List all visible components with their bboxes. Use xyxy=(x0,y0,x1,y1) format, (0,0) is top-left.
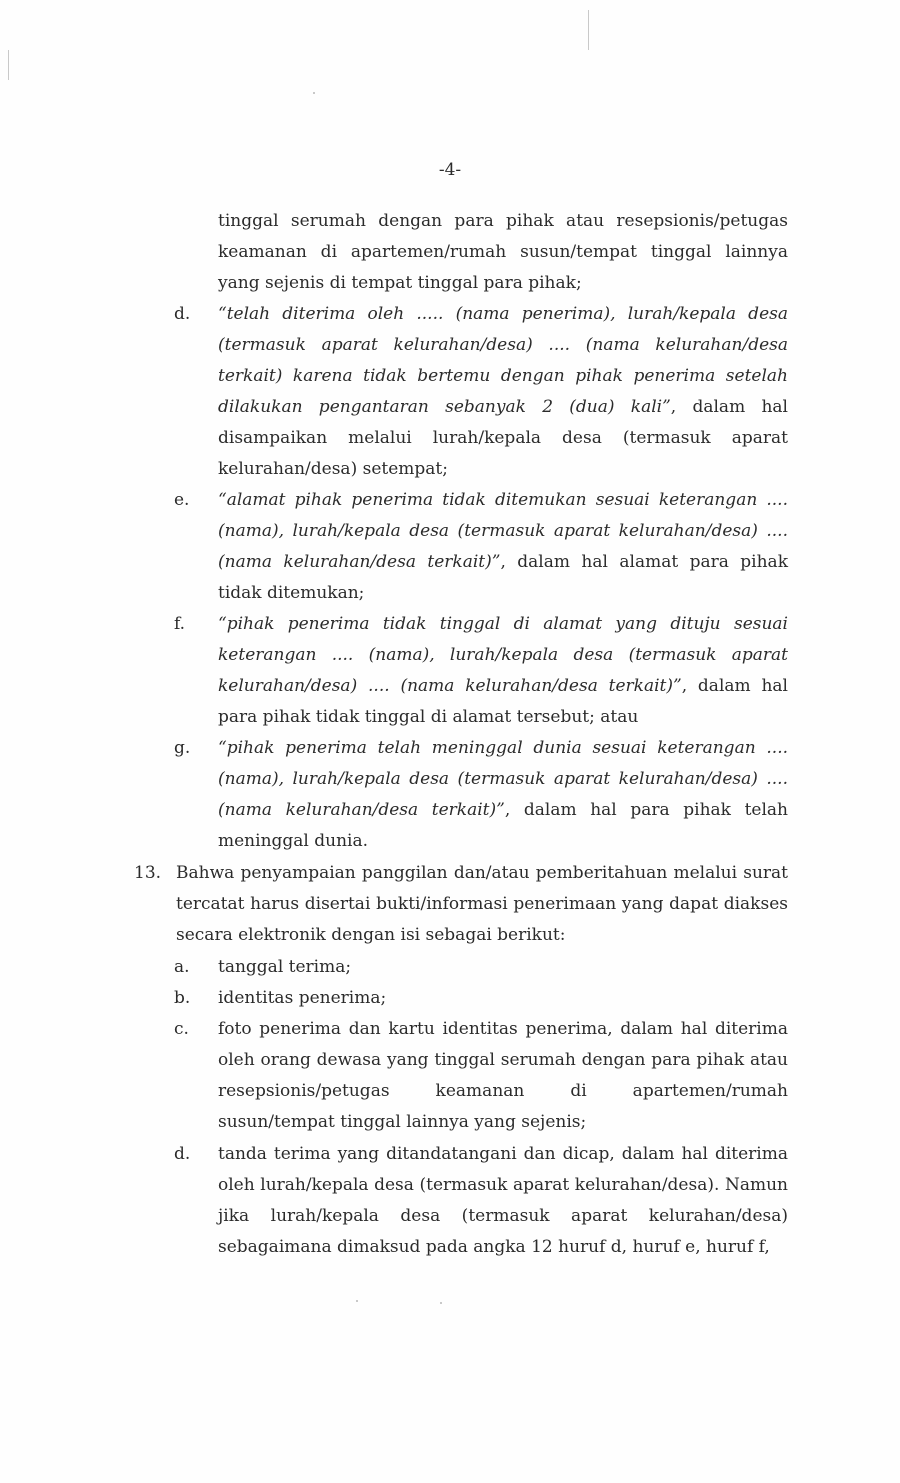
point-13-text: Bahwa penyampaian panggilan dan/atau pemberitahuan melalui surat tercatat harus disertai bukti/informasi penerimaan yang dapat diakses secara elektronik dengan isi sebagai berikut: xyxy=(176,863,788,945)
item-marker-d: d. xyxy=(174,304,191,324)
top-continuation-paragraph: tinggal serumah dengan para pihak atau resepsionis/petugas keamanan di apartemen/rumah susun/tempat tinggal lainnya yang sejenis di tempat tinggal para pihak; xyxy=(218,211,788,293)
subitem-b-text: identitas penerima; xyxy=(218,988,387,1008)
item-marker-f: f. xyxy=(174,614,186,634)
item-d-rest: , dalam hal disampaikan melalui lurah/kepala desa (termasuk aparat kelurahan/desa) setempat; xyxy=(218,397,788,479)
subitem-marker-d: d. xyxy=(174,1144,191,1164)
page-number: -4- xyxy=(438,160,462,180)
item-f-rest: , dalam hal para pihak tidak tinggal di alamat tersebut; atau xyxy=(218,676,788,727)
item-g-rest: , dalam hal para pihak telah meninggal dunia. xyxy=(218,800,788,851)
item-marker-g: g. xyxy=(174,738,191,758)
scan-artifact xyxy=(588,10,589,50)
item-f-text xyxy=(218,609,788,733)
subitem-marker-a: a. xyxy=(174,957,190,977)
scan-artifact xyxy=(313,92,315,94)
subitem-d-text: tanda terima yang ditandatangani dan dicap, dalam hal diterima oleh lurah/kepala desa (termasuk aparat kelurahan/desa). Namun jika lurah/kepala desa (termasuk aparat kelurahan/desa) sebagaimana dimaksud pada angka 12 huruf d, huruf e, huruf f, xyxy=(218,1144,788,1257)
item-f-quote: “pihak penerima tidak tinggal di alamat yang dituju sesuai keterangan .... (nama), lurah/kepala desa (termasuk aparat kelurahan/desa) .... (nama kelurahan/desa terkait)” xyxy=(218,614,788,696)
item-e-text xyxy=(218,485,788,609)
scan-artifact xyxy=(356,1300,358,1302)
subitem-marker-c: c. xyxy=(174,1019,189,1039)
scan-artifact xyxy=(440,1302,442,1304)
item-marker-e: e. xyxy=(174,490,190,510)
point-13-marker: 13. xyxy=(134,863,162,883)
scan-artifact xyxy=(8,50,9,80)
item-d-text xyxy=(218,299,788,485)
subitem-marker-b: b. xyxy=(174,988,191,1008)
item-e-rest: , dalam hal alamat para pihak tidak ditemukan; xyxy=(218,552,788,603)
item-g-text xyxy=(218,733,788,857)
item-g-quote: “pihak penerima telah meninggal dunia sesuai keterangan .... (nama), lurah/kepala desa (termasuk aparat kelurahan/desa) .... (nama kelurahan/desa terkait)” xyxy=(218,738,788,820)
subitem-a-text: tanggal terima; xyxy=(218,957,352,977)
item-e-quote: “alamat pihak penerima tidak ditemukan sesuai keterangan .... (nama), lurah/kepala desa (termasuk aparat kelurahan/desa) .... (nama kelurahan/desa terkait)” xyxy=(218,490,788,572)
subitem-c-text: foto penerima dan kartu identitas penerima, dalam hal diterima oleh orang dewasa yang tinggal serumah dengan para pihak atau resepsionis/petugas keamanan di apartemen/rumah susun/tempat tinggal lainnya yang sejenis; xyxy=(218,1019,788,1132)
item-d-quote: “telah diterima oleh ..... (nama penerima), lurah/kepala desa (termasuk aparat kelurahan/desa) .... (nama kelurahan/desa terkait) karena tidak bertemu dengan pihak penerima setelah dilakukan pengantaran sebanyak 2 (dua) kali” xyxy=(218,304,788,417)
